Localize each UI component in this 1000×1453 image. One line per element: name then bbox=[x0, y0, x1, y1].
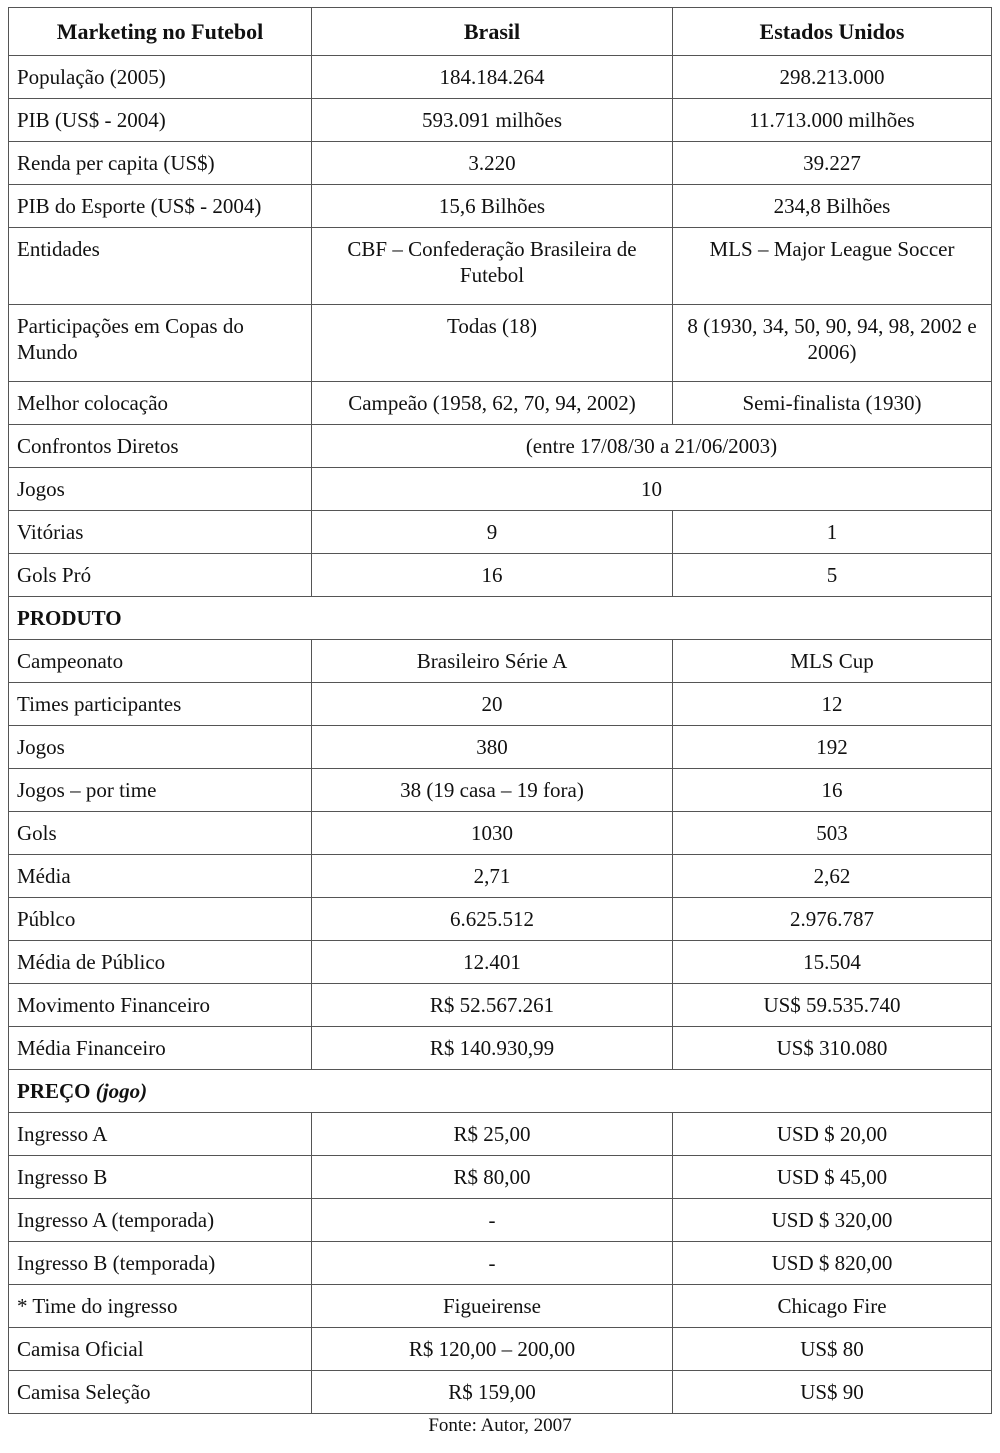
comparison-table bbox=[8, 7, 992, 1414]
cell-brasil: Figueirense bbox=[312, 1285, 673, 1328]
row-label: Participações em Copas do Mundo bbox=[9, 305, 312, 382]
table-row bbox=[9, 142, 992, 185]
row-label: Jogos bbox=[9, 726, 312, 769]
cell-eua: 503 bbox=[673, 812, 992, 855]
cell-eua: 234,8 Bilhões bbox=[673, 185, 992, 228]
row-label: Média de Público bbox=[9, 941, 312, 984]
row-label: Jogos – por time bbox=[9, 769, 312, 812]
cell-brasil: R$ 25,00 bbox=[312, 1113, 673, 1156]
section-label bbox=[9, 597, 992, 640]
row-label: Movimento Financeiro bbox=[9, 984, 312, 1027]
row-label: Gols bbox=[9, 812, 312, 855]
table-row bbox=[9, 425, 992, 468]
row-label: Jogos bbox=[9, 468, 312, 511]
table-row bbox=[9, 468, 992, 511]
table-row bbox=[9, 99, 992, 142]
table-row bbox=[9, 1113, 992, 1156]
row-label: Renda per capita (US$) bbox=[9, 142, 312, 185]
cell-brasil: R$ 159,00 bbox=[312, 1371, 673, 1414]
table-row bbox=[9, 305, 992, 382]
source-note: Fonte: Autor, 2007 bbox=[428, 1415, 572, 1436]
header-row bbox=[9, 8, 992, 56]
cell-eua: 16 bbox=[673, 769, 992, 812]
row-label: Ingresso B bbox=[9, 1156, 312, 1199]
row-label: Confrontos Diretos bbox=[9, 425, 312, 468]
table-row bbox=[9, 185, 992, 228]
table-row bbox=[9, 382, 992, 425]
row-label: Vitórias bbox=[9, 511, 312, 554]
section-produto bbox=[9, 597, 992, 640]
cell-brasil: 12.401 bbox=[312, 941, 673, 984]
table-row bbox=[9, 941, 992, 984]
cell-brasil: CBF – Confederação Brasileira de Futebol bbox=[312, 228, 673, 305]
cell-brasil: 3.220 bbox=[312, 142, 673, 185]
row-label: População (2005) bbox=[9, 56, 312, 99]
cell-brasil: 380 bbox=[312, 726, 673, 769]
section-title: PREÇO bbox=[17, 1079, 91, 1103]
cell-brasil: 6.625.512 bbox=[312, 898, 673, 941]
header-cell-eua: Estados Unidos bbox=[673, 8, 992, 56]
table-row bbox=[9, 511, 992, 554]
table-row bbox=[9, 554, 992, 597]
cell-eua: 8 (1930, 34, 50, 90, 94, 98, 2002 e 2006) bbox=[673, 305, 992, 382]
cell-eua: Chicago Fire bbox=[673, 1285, 992, 1328]
table-row bbox=[9, 1328, 992, 1371]
table-row bbox=[9, 56, 992, 99]
section-title: PRODUTO bbox=[17, 606, 122, 630]
cell-brasil: 20 bbox=[312, 683, 673, 726]
cell-eua: 15.504 bbox=[673, 941, 992, 984]
row-label: Camisa Oficial bbox=[9, 1328, 312, 1371]
cell-eua: 11.713.000 milhões bbox=[673, 99, 992, 142]
cell-eua: 1 bbox=[673, 511, 992, 554]
table-row bbox=[9, 1242, 992, 1285]
cell-eua: USD $ 320,00 bbox=[673, 1199, 992, 1242]
header-cell-brasil: Brasil bbox=[312, 8, 673, 56]
cell-brasil: R$ 140.930,99 bbox=[312, 1027, 673, 1070]
cell-brasil: 1030 bbox=[312, 812, 673, 855]
cell-eua: MLS – Major League Soccer bbox=[673, 228, 992, 305]
table-row bbox=[9, 1156, 992, 1199]
row-label: Públco bbox=[9, 898, 312, 941]
cell-brasil: 593.091 milhões bbox=[312, 99, 673, 142]
merged-cell: 10 bbox=[312, 468, 992, 511]
row-label: Média Financeiro bbox=[9, 1027, 312, 1070]
row-label: * Time do ingresso bbox=[9, 1285, 312, 1328]
header-cell-topic: Marketing no Futebol bbox=[9, 8, 312, 56]
cell-eua: USD $ 820,00 bbox=[673, 1242, 992, 1285]
section-subtitle: (jogo) bbox=[95, 1079, 148, 1103]
row-label: Campeonato bbox=[9, 640, 312, 683]
cell-brasil: 184.184.264 bbox=[312, 56, 673, 99]
row-label: Entidades bbox=[9, 228, 312, 305]
row-label: Média bbox=[9, 855, 312, 898]
merged-cell: (entre 17/08/30 a 21/06/2003) bbox=[312, 425, 992, 468]
table-row bbox=[9, 769, 992, 812]
row-label: Gols Pró bbox=[9, 554, 312, 597]
section-preco bbox=[9, 1070, 992, 1113]
cell-eua: 2,62 bbox=[673, 855, 992, 898]
cell-brasil: 2,71 bbox=[312, 855, 673, 898]
cell-eua: 5 bbox=[673, 554, 992, 597]
cell-eua: US$ 80 bbox=[673, 1328, 992, 1371]
cell-brasil: 15,6 Bilhões bbox=[312, 185, 673, 228]
cell-brasil: Brasileiro Série A bbox=[312, 640, 673, 683]
table-row bbox=[9, 683, 992, 726]
cell-brasil: Todas (18) bbox=[312, 305, 673, 382]
cell-eua: US$ 310.080 bbox=[673, 1027, 992, 1070]
cell-brasil: Campeão (1958, 62, 70, 94, 2002) bbox=[312, 382, 673, 425]
cell-eua: 298.213.000 bbox=[673, 56, 992, 99]
table-row bbox=[9, 1371, 992, 1414]
row-label: PIB do Esporte (US$ - 2004) bbox=[9, 185, 312, 228]
table-row bbox=[9, 228, 992, 305]
table-row bbox=[9, 726, 992, 769]
cell-brasil: - bbox=[312, 1242, 673, 1285]
cell-eua: 39.227 bbox=[673, 142, 992, 185]
table-row bbox=[9, 855, 992, 898]
cell-eua: 12 bbox=[673, 683, 992, 726]
cell-brasil: R$ 80,00 bbox=[312, 1156, 673, 1199]
cell-eua: USD $ 45,00 bbox=[673, 1156, 992, 1199]
cell-brasil: 38 (19 casa – 19 fora) bbox=[312, 769, 673, 812]
cell-eua: 2.976.787 bbox=[673, 898, 992, 941]
table-row bbox=[9, 1199, 992, 1242]
table-row bbox=[9, 812, 992, 855]
row-label: Ingresso B (temporada) bbox=[9, 1242, 312, 1285]
cell-brasil: R$ 120,00 – 200,00 bbox=[312, 1328, 673, 1371]
cell-eua: MLS Cup bbox=[673, 640, 992, 683]
table-row bbox=[9, 640, 992, 683]
row-label: Times participantes bbox=[9, 683, 312, 726]
cell-eua: US$ 59.535.740 bbox=[673, 984, 992, 1027]
table-row bbox=[9, 1027, 992, 1070]
cell-brasil: 16 bbox=[312, 554, 673, 597]
row-label: Ingresso A bbox=[9, 1113, 312, 1156]
cell-brasil: R$ 52.567.261 bbox=[312, 984, 673, 1027]
row-label: Ingresso A (temporada) bbox=[9, 1199, 312, 1242]
table-row bbox=[9, 898, 992, 941]
cell-brasil: 9 bbox=[312, 511, 673, 554]
cell-eua: Semi-finalista (1930) bbox=[673, 382, 992, 425]
table-row bbox=[9, 1285, 992, 1328]
row-label: Camisa Seleção bbox=[9, 1371, 312, 1414]
cell-eua: 192 bbox=[673, 726, 992, 769]
section-label bbox=[9, 1070, 992, 1113]
cell-eua: USD $ 20,00 bbox=[673, 1113, 992, 1156]
table-row bbox=[9, 984, 992, 1027]
row-label: Melhor colocação bbox=[9, 382, 312, 425]
cell-brasil: - bbox=[312, 1199, 673, 1242]
cell-eua: US$ 90 bbox=[673, 1371, 992, 1414]
row-label: PIB (US$ - 2004) bbox=[9, 99, 312, 142]
